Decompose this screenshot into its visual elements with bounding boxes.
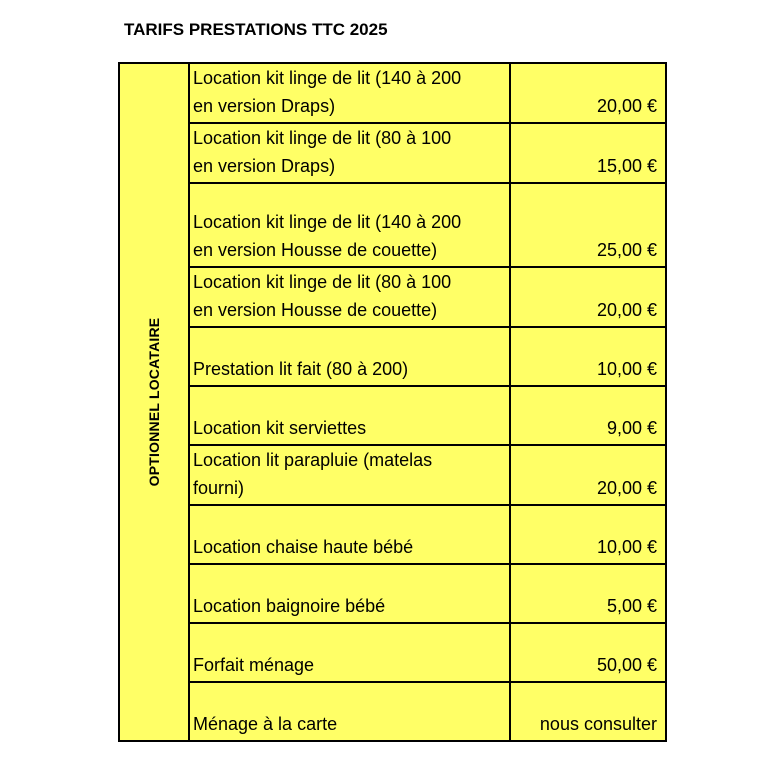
service-description xyxy=(189,63,510,123)
service-price: 20,00 € xyxy=(510,267,666,327)
service-description xyxy=(189,682,510,741)
service-price: nous consulter xyxy=(510,682,666,741)
service-price: 15,00 € xyxy=(510,123,666,183)
description-line: Location baignoire bébé xyxy=(193,596,386,616)
service-price: 9,00 € xyxy=(510,386,666,445)
description-line: Ménage à la carte xyxy=(193,714,338,734)
service-description xyxy=(189,183,510,267)
price-table xyxy=(118,62,667,742)
description-line: en version Housse de couette) xyxy=(193,300,438,320)
service-description xyxy=(189,267,510,327)
table-row xyxy=(119,505,666,564)
category-label: OPTIONNEL LOCATAIRE xyxy=(146,317,162,487)
table-row xyxy=(119,183,666,267)
description-line: en version Draps) xyxy=(193,156,336,176)
table-row xyxy=(119,267,666,327)
description-line: en version Draps) xyxy=(193,96,336,116)
table-row xyxy=(119,327,666,386)
service-price: 5,00 € xyxy=(510,564,666,623)
category-cell xyxy=(119,63,189,741)
price-table-container xyxy=(118,62,657,734)
service-price: 20,00 € xyxy=(510,445,666,505)
service-description xyxy=(189,445,510,505)
table-row xyxy=(119,386,666,445)
description-line: Prestation lit fait (80 à 200) xyxy=(193,359,409,379)
table-row xyxy=(119,63,666,123)
description-line: en version Housse de couette) xyxy=(193,240,438,260)
service-price: 10,00 € xyxy=(510,505,666,564)
description-line: Location kit serviettes xyxy=(193,418,367,438)
service-description xyxy=(189,123,510,183)
table-row xyxy=(119,445,666,505)
service-price: 10,00 € xyxy=(510,327,666,386)
description-line: Location kit linge de lit (140 à 200 xyxy=(193,68,462,88)
service-description xyxy=(189,564,510,623)
table-row xyxy=(119,682,666,741)
service-description xyxy=(189,327,510,386)
service-price: 50,00 € xyxy=(510,623,666,682)
page-title: TARIFS PRESTATIONS TTC 2025 xyxy=(124,20,388,39)
table-row xyxy=(119,564,666,623)
description-line: Location kit linge de lit (80 à 100 xyxy=(193,272,452,292)
service-price: 20,00 € xyxy=(510,63,666,123)
description-line: fourni) xyxy=(193,478,245,498)
service-description xyxy=(189,623,510,682)
description-line: Location kit linge de lit (80 à 100 xyxy=(193,128,452,148)
service-description xyxy=(189,386,510,445)
service-description xyxy=(189,505,510,564)
description-line: Location kit linge de lit (140 à 200 xyxy=(193,212,462,232)
table-row xyxy=(119,623,666,682)
service-price: 25,00 € xyxy=(510,183,666,267)
description-line: Location chaise haute bébé xyxy=(193,537,414,557)
table-row xyxy=(119,123,666,183)
description-line: Location lit parapluie (matelas xyxy=(193,450,433,470)
description-line: Forfait ménage xyxy=(193,655,315,675)
price-table-body xyxy=(119,63,666,741)
